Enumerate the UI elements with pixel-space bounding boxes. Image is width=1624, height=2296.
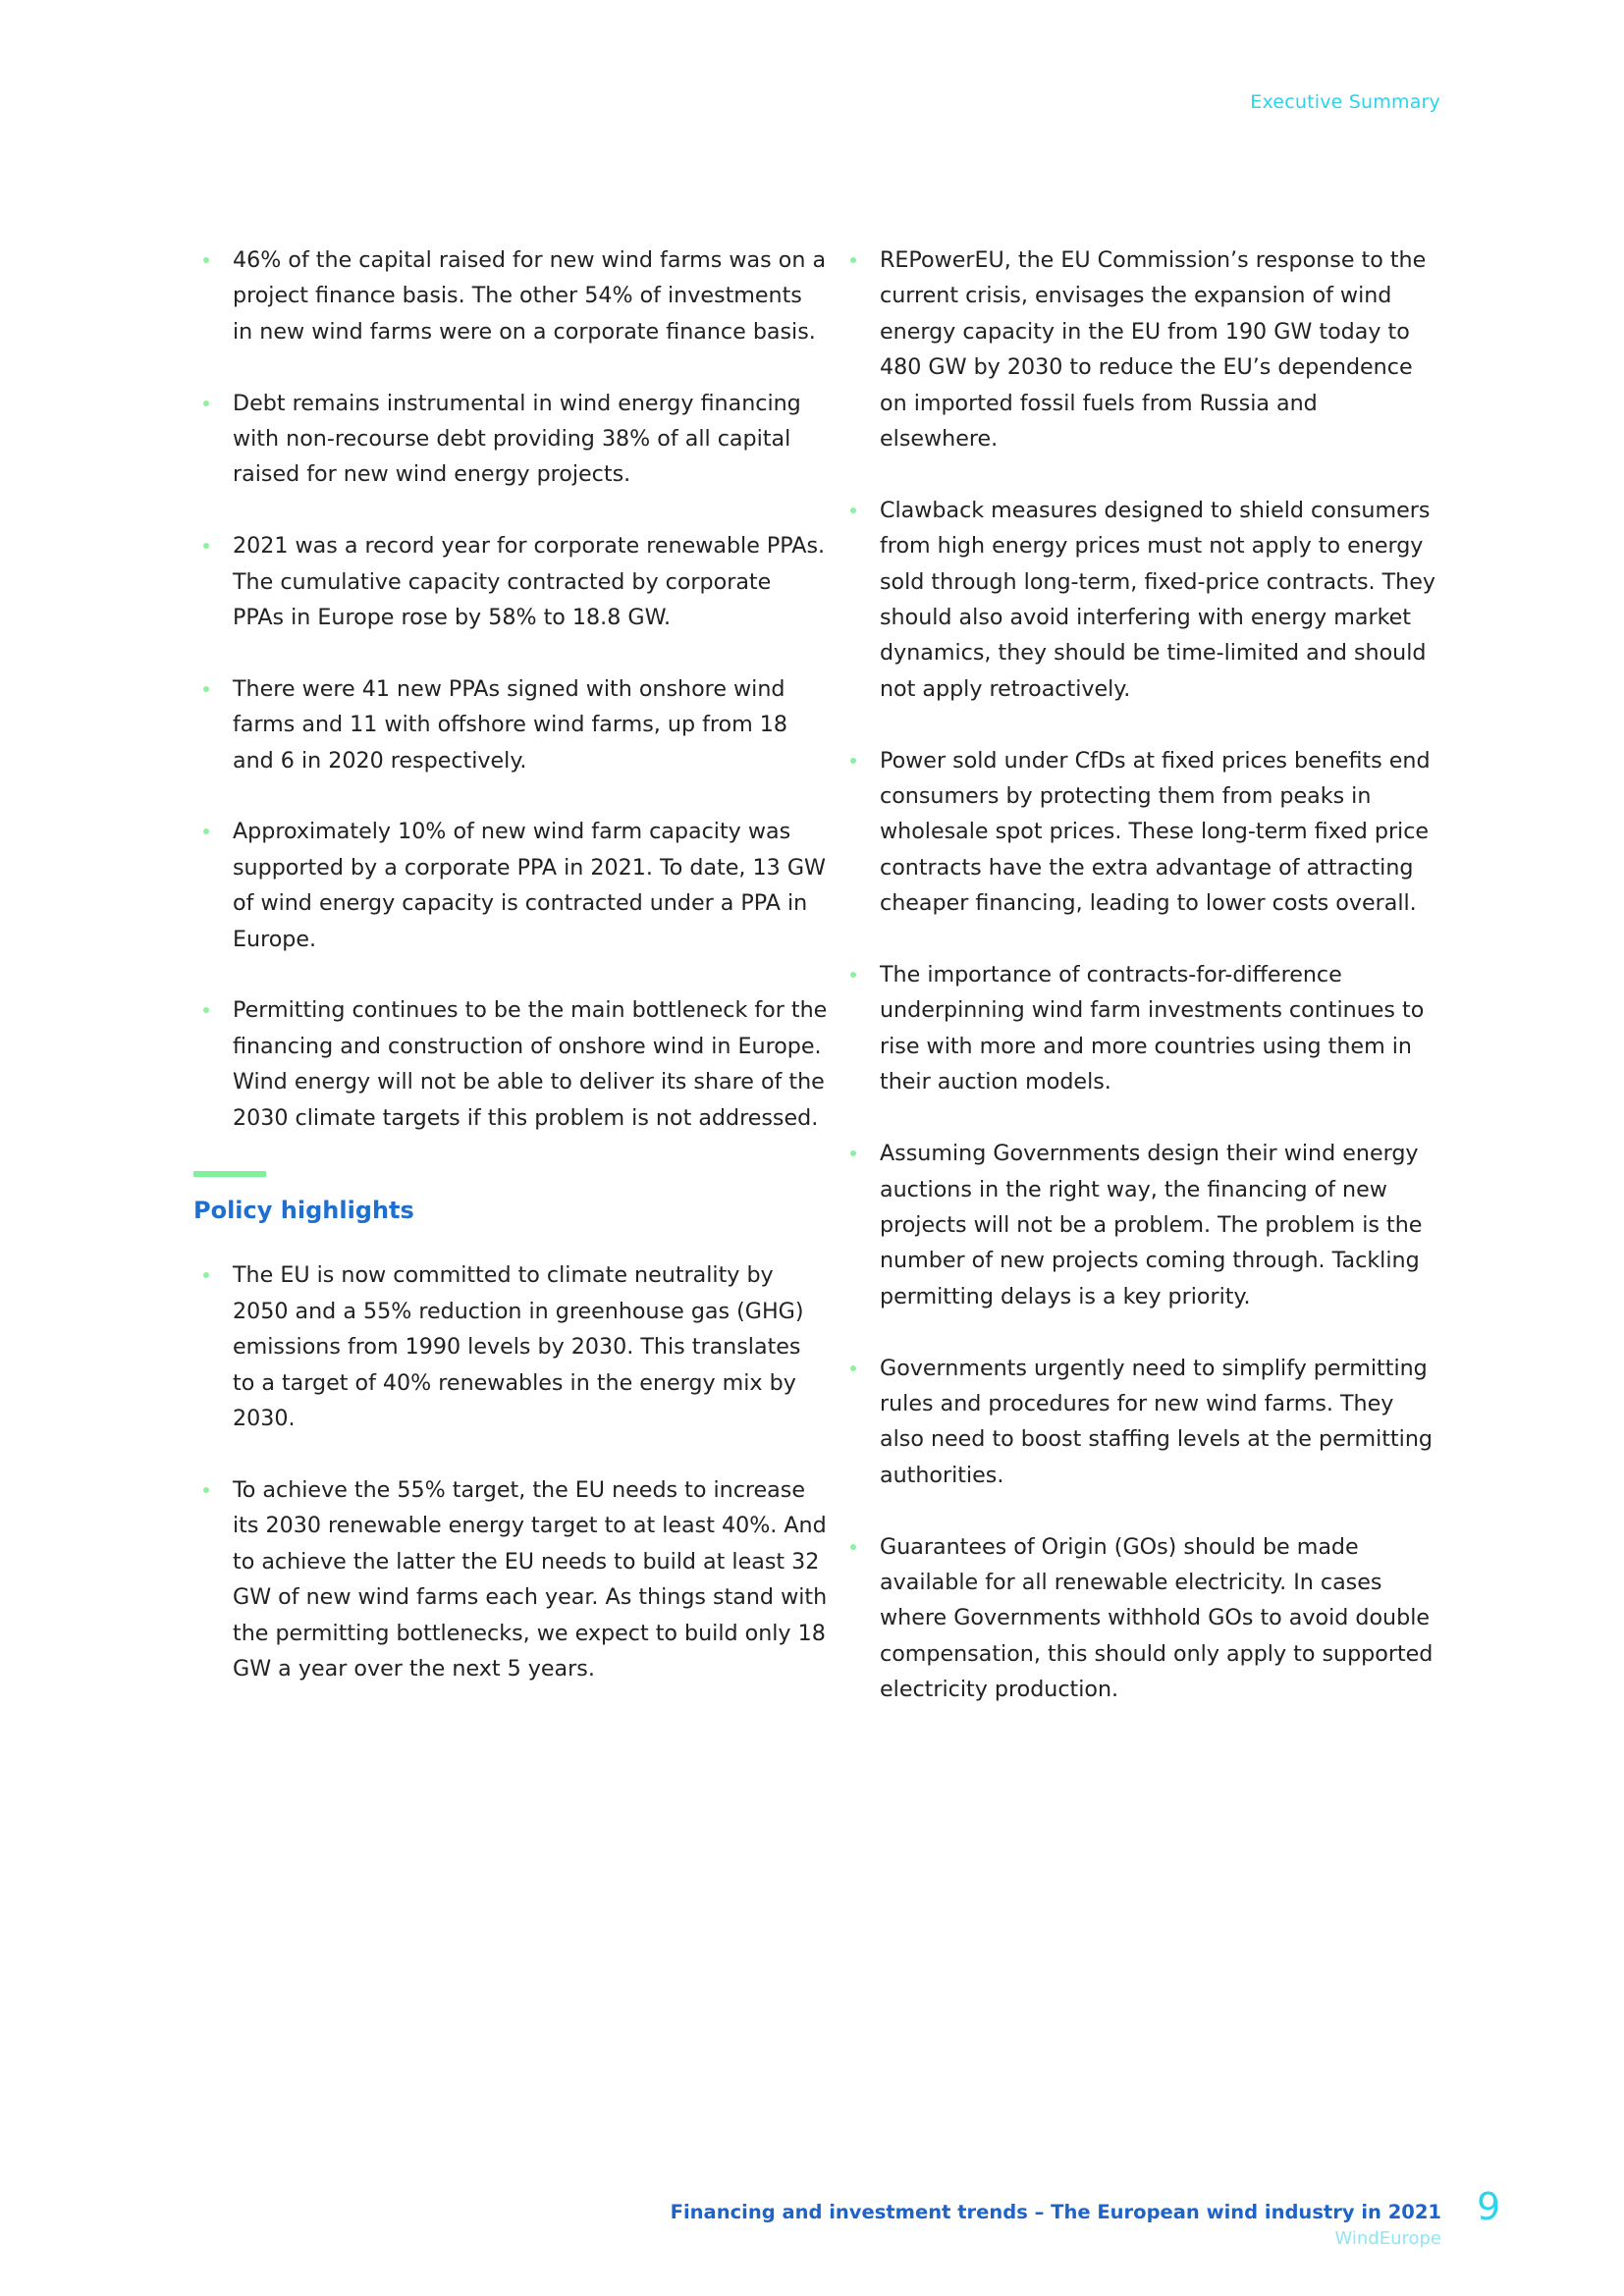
brand-name: WindEurope (1334, 2228, 1441, 2249)
policy-findings-list (846, 242, 1435, 1708)
list-item-text: Approximately 10% of new wind farm capacity was supported by a corporate PPA in 2021. To date, 13 GW of wind energy capacity is contracted under a PPA in Europe. (233, 819, 826, 952)
list-item-text: 46% of the capital raised for new wind farms was on a project finance basis. The other 54% of investments in new wind farms were on a corporate finance basis. (233, 247, 827, 345)
bullet-icon (850, 1544, 856, 1550)
list-item-text: Permitting continues to be the main bottleneck for the financing and construction of onshore wind in Europe. Wind energy will not be able to deliver its share of the 2030 climate targets if this problem is not addressed. (233, 997, 828, 1131)
policy-highlights-list (199, 1257, 828, 1686)
list-item (199, 386, 828, 493)
list-item-text: The EU is now committed to climate neutrality by 2050 and a 55% reduction in greenhouse gas (GHG) emissions from 1990 levels by 2030. This translates to a target of 40% renewables in the energy mix by 2030. (233, 1262, 804, 1432)
bullet-icon (850, 972, 856, 978)
bullet-icon (203, 543, 209, 549)
policy-highlights-section (193, 1171, 828, 1686)
section-accent-bar (193, 1171, 266, 1177)
list-item-text: 2021 was a record year for corporate renewable PPAs. The cumulative capacity contracted by corporate PPAs in Europe rose by 58% to 18.8 GW. (233, 533, 826, 631)
bullet-icon (203, 400, 209, 406)
list-item (846, 1136, 1435, 1314)
list-item-text: Governments urgently need to simplify permitting rules and procedures for new wind farms. They also need to boost staffing levels at the permitting authorities. (880, 1355, 1433, 1488)
list-item (199, 814, 828, 957)
list-item (846, 1529, 1435, 1708)
bullet-icon (850, 758, 856, 764)
bullet-icon (850, 1365, 856, 1371)
list-item-text: There were 41 new PPAs signed with onshore wind farms and 11 with offshore wind farms, up from 18 and 6 in 2020 respectively. (233, 675, 788, 774)
list-item (199, 992, 828, 1136)
bullet-icon (203, 1272, 209, 1278)
list-item-text: Assuming Governments design their wind energy auctions in the right way, the financing of new projects will not be a problem. The problem is the number of new projects coming through. Tackling permitting delays is a key priority. (880, 1141, 1423, 1309)
policy-highlights-heading: Policy highlights (193, 1197, 414, 1225)
left-column (193, 242, 828, 1723)
bullet-icon (850, 507, 856, 513)
list-item-text: The importance of contracts-for-difference underpinning wind farm investments continues to rise with more and more countries using them in their auction models. (880, 962, 1425, 1095)
right-column (846, 242, 1435, 1743)
key-findings-list (199, 242, 828, 1136)
list-item-text: Guarantees of Origin (GOs) should be made available for all renewable electricity. In cases where Governments withhold GOs to avoid double compensation, this should only apply to supported electricity production. (880, 1533, 1434, 1703)
list-item (199, 671, 828, 778)
bullet-icon (203, 257, 209, 263)
bullet-icon (203, 686, 209, 692)
list-item (846, 493, 1435, 707)
list-item-text: Power sold under CfDs at fixed prices benefits end consumers by protecting them from peaks in wholesale spot prices. These long-term fixed price contracts have the extra advantage of attracting cheaper financing, leading to lower costs overall. (880, 747, 1431, 917)
list-item (846, 957, 1435, 1100)
list-item-text: Clawback measures designed to shield consumers from high energy prices must not apply to energy sold through long-term, fixed-price contracts. They should also avoid interfering with energy market dynamics, they should be time-limited and should not apply retroactively. (880, 497, 1436, 702)
list-item (199, 1257, 828, 1436)
page-number: 9 (1477, 2185, 1501, 2228)
list-item (846, 743, 1435, 922)
list-item (846, 1351, 1435, 1494)
list-item (199, 242, 828, 349)
list-item (846, 242, 1435, 456)
list-item-text: To achieve the 55% target, the EU needs to increase its 2030 renewable energy target to at least 40%. And to achieve the latter the EU needs to build at least 32 GW of new wind farms each year. As things stand with the permitting bottlenecks, we expect to build only 18 GW a year over the next 5 years. (233, 1476, 828, 1682)
publication-title: Financing and investment trends – The European wind industry in 2021 (670, 2201, 1441, 2223)
list-item (199, 1472, 828, 1686)
bullet-icon (850, 257, 856, 263)
section-title: Executive Summary (1250, 91, 1440, 113)
bullet-icon (203, 1487, 209, 1493)
list-item-text: REPowerEU, the EU Commission’s response to the current crisis, envisages the expansion of wind energy capacity in the EU from 190 GW today to 480 GW by 2030 to reduce the EU’s dependence on imported fossil fuels from Russia and elsewhere. (880, 247, 1427, 453)
list-item-text: Debt remains instrumental in wind energy financing with non-recourse debt providing 38% of all capital raised for new wind energy projects. (233, 390, 801, 488)
list-item (199, 528, 828, 635)
bullet-icon (203, 828, 209, 834)
bullet-icon (850, 1150, 856, 1156)
bullet-icon (203, 1007, 209, 1013)
